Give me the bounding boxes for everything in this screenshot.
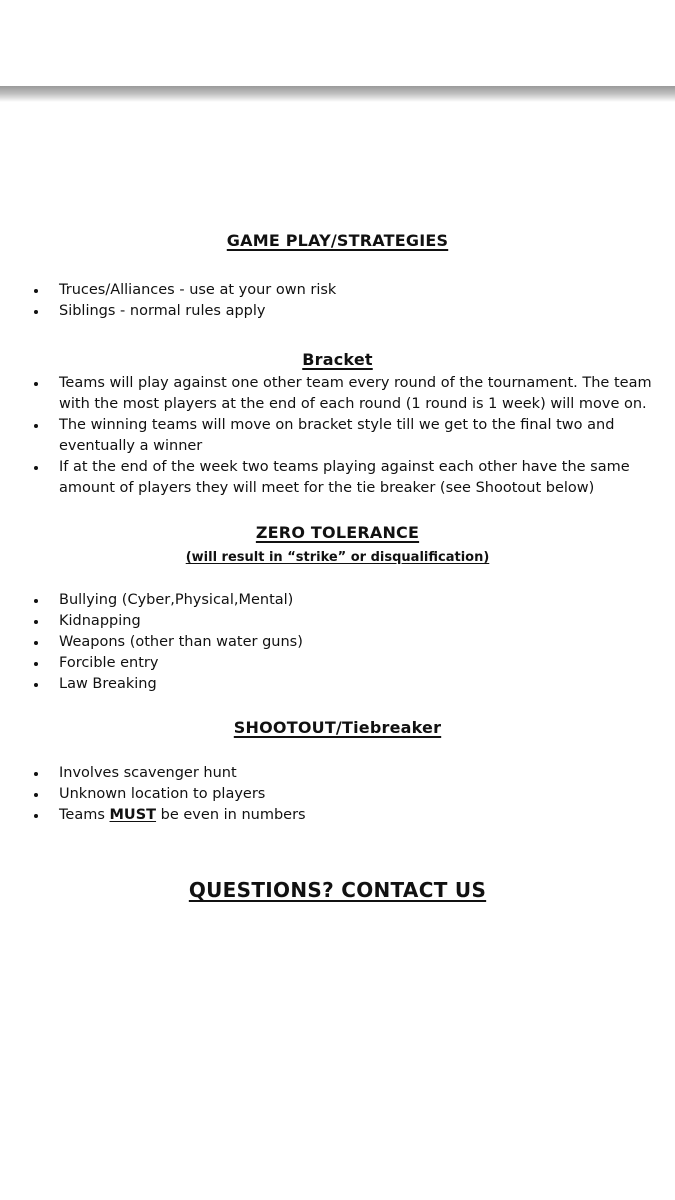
- list-item: Law Breaking: [0, 674, 675, 695]
- must-emphasis: MUST: [109, 807, 157, 823]
- list-item: If at the end of the week two teams playing against each other have the same amount of players they will meet for the tie breaker (see Shootout below): [0, 457, 675, 499]
- bullet-icon: [34, 662, 38, 666]
- list-item: Truces/Alliances - use at your own risk: [0, 280, 675, 301]
- bullet-icon: [34, 772, 38, 776]
- contact-heading: QUESTIONS? CONTACT US: [188, 878, 487, 902]
- bullet-icon: [34, 289, 38, 293]
- bullet-icon: [34, 382, 38, 386]
- list-item: Weapons (other than water guns): [0, 632, 675, 653]
- list-item: Siblings - normal rules apply: [0, 301, 675, 322]
- zero-tolerance-heading: ZERO TOLERANCE: [255, 523, 420, 542]
- bracket-list: [0, 373, 675, 499]
- game-play-list: [0, 280, 675, 322]
- list-item: Forcible entry: [0, 653, 675, 674]
- shootout-heading: SHOOTOUT/Tiebreaker: [233, 718, 442, 737]
- list-item: Kidnapping: [0, 611, 675, 632]
- bullet-icon: [34, 424, 38, 428]
- bracket-heading: Bracket: [302, 350, 373, 369]
- list-item: Unknown location to players: [0, 784, 675, 805]
- bullet-icon: [34, 814, 38, 818]
- bullet-icon: [34, 310, 38, 314]
- bullet-icon: [34, 620, 38, 624]
- zero-tolerance-subtitle: (will result in “strike” or disqualification): [185, 550, 490, 565]
- list-item: Teams will play against one other team every round of the tournament. The team with the most players at the end of each round (1 round is 1 week) will move on.: [0, 373, 675, 415]
- list-item: Involves scavenger hunt: [0, 763, 675, 784]
- zero-tolerance-list: [0, 590, 675, 695]
- bullet-icon: [34, 641, 38, 645]
- game-play-heading: GAME PLAY/STRATEGIES: [226, 231, 449, 250]
- bullet-icon: [34, 466, 38, 470]
- list-item: Teams MUST be even in numbers: [0, 805, 675, 826]
- list-item: The winning teams will move on bracket style till we get to the final two and eventually a winner: [0, 415, 675, 457]
- bullet-icon: [34, 793, 38, 797]
- bullet-icon: [34, 599, 38, 603]
- bullet-icon: [34, 683, 38, 687]
- list-item: Bullying (Cyber,Physical,Mental): [0, 590, 675, 611]
- shootout-list: [0, 763, 675, 826]
